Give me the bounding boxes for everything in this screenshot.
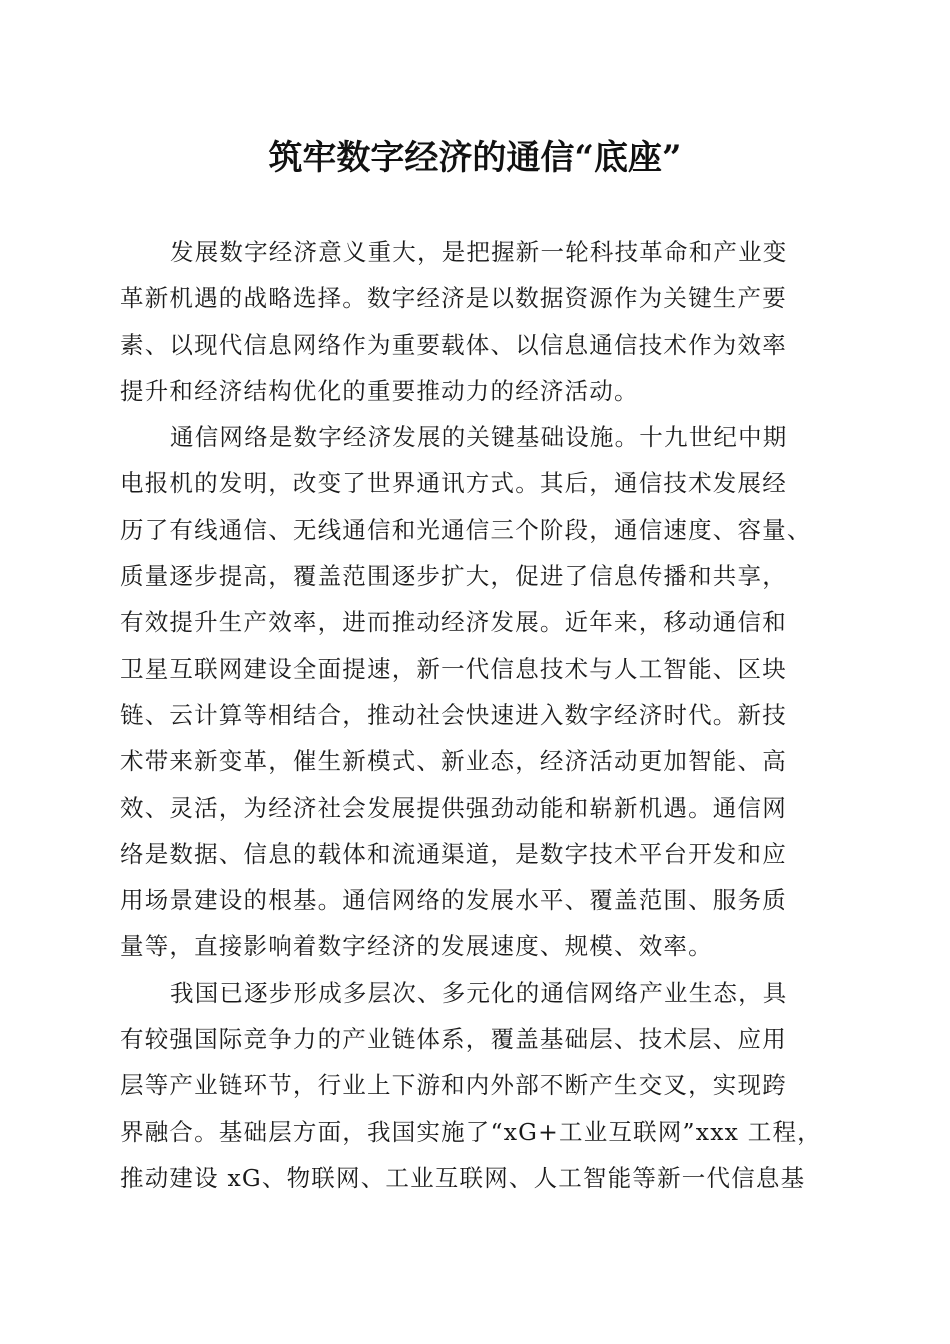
paragraph-line: 质量逐步提高，覆盖范围逐步扩大，促进了信息传播和共享， — [120, 562, 787, 591]
paragraph-line: 推动建设 xG、物联网、工业互联网、人工智能等新一代信息基 — [120, 1163, 806, 1192]
paragraph-line: 发展数字经济意义重大，是把握新一轮科技革命和产业变 — [170, 238, 788, 266]
paragraph-line: 量等，直接影响着数字经济的发展速度、规模、效率。 — [120, 932, 713, 961]
paragraph-3 — [120, 970, 840, 1201]
document-body — [120, 229, 840, 1201]
paragraph-line: 提升和经济结构优化的重要推动力的经济活动。 — [120, 376, 639, 405]
paragraph-1 — [120, 229, 840, 414]
document-title: 筑牢数字经济的通信“底座” — [268, 138, 682, 178]
paragraph-line: 术带来新变革，催生新模式、新业态，经济活动更加智能、高 — [120, 747, 787, 776]
paragraph-line: 络是数据、信息的载体和流通渠道，是数字技术平台开发和应 — [120, 839, 787, 868]
paragraph-line: 我国已逐步形成多层次、多元化的通信网络产业生态，具 — [170, 978, 788, 1007]
paragraph-line: 电报机的发明，改变了世界通讯方式。其后，通信技术发展经 — [120, 469, 787, 498]
paragraph-line: 有效提升生产效率，进而推动经济发展。近年来，移动通信和 — [120, 608, 787, 637]
paragraph-line: 界融合。基础层方面，我国实施了“xG+工业互联网”xxx 工程， — [120, 1117, 822, 1146]
paragraph-line: 卫星互联网建设全面提速，新一代信息技术与人工智能、区块 — [120, 654, 787, 683]
paragraph-line: 用场景建设的根基。通信网络的发展水平、覆盖范围、服务质 — [120, 886, 787, 915]
paragraph-line: 效、灵活，为经济社会发展提供强劲动能和崭新机遇。通信网 — [120, 793, 787, 822]
paragraph-line: 素、以现代信息网络作为重要载体、以信息通信技术作为效率 — [120, 330, 787, 359]
paragraph-line: 有较强国际竞争力的产业链体系，覆盖基础层、技术层、应用 — [120, 1025, 787, 1054]
paragraph-2 — [120, 414, 840, 970]
paragraph-line: 层等产业链环节，行业上下游和内外部不断产生交叉，实现跨 — [120, 1071, 787, 1100]
paragraph-line: 链、云计算等相结合，推动社会快速进入数字经济时代。新技 — [120, 700, 787, 729]
paragraph-line: 革新机遇的战略选择。数字经济是以数据资源作为关键生产要 — [120, 284, 787, 313]
paragraph-line: 通信网络是数字经济发展的关键基础设施。十九世纪中期 — [170, 423, 788, 452]
paragraph-line: 历了有线通信、无线通信和光通信三个阶段，通信速度、容量、 — [120, 515, 812, 544]
